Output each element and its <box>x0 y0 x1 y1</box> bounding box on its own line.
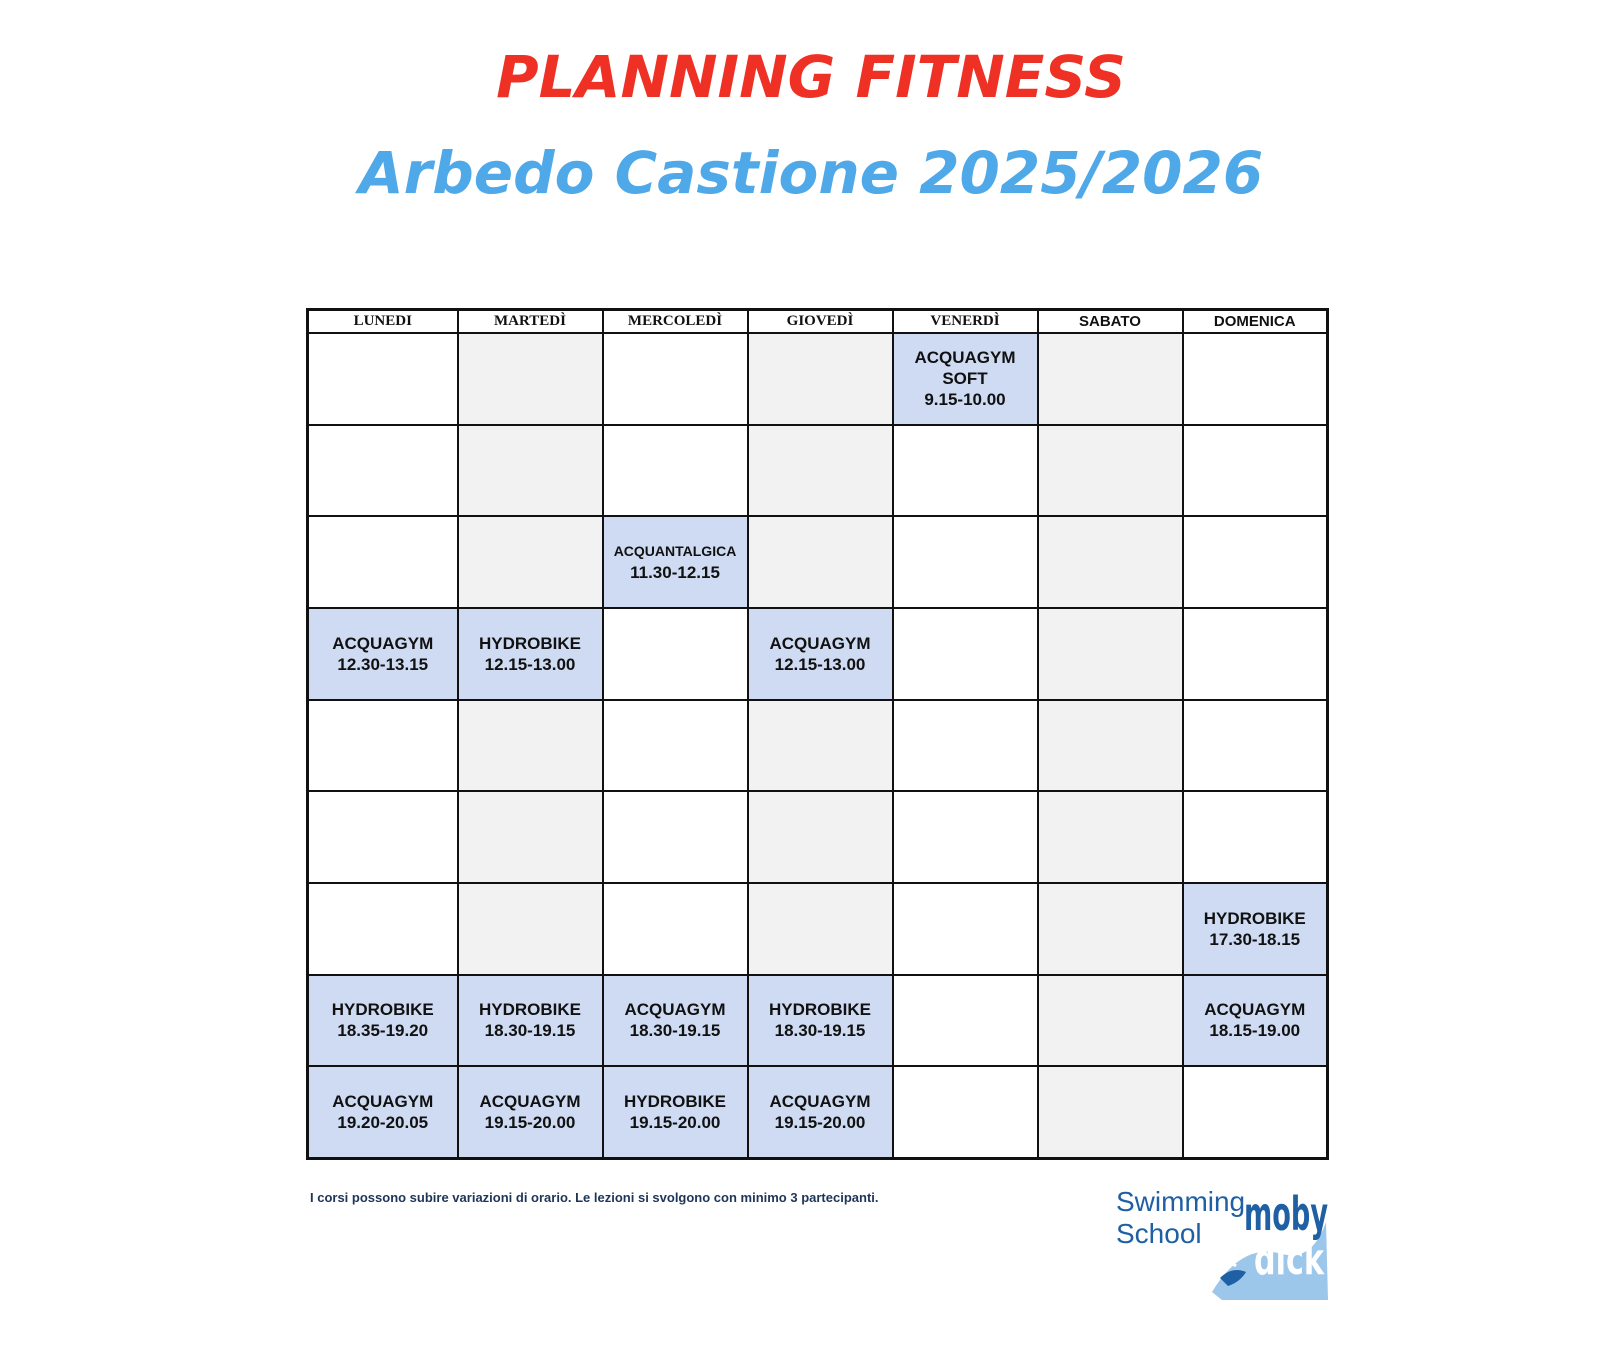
course-time: 19.20-20.05 <box>337 1113 429 1133</box>
page-subtitle: Arbedo Castione 2025/2026 <box>358 139 1264 207</box>
course-name: ACQUAGYM <box>1204 1000 1306 1020</box>
empty-cell <box>1183 516 1328 608</box>
empty-cell <box>458 333 603 425</box>
moby-dick-logo <box>1110 1182 1330 1300</box>
empty-cell <box>1183 1066 1328 1158</box>
empty-cell <box>893 1066 1038 1158</box>
empty-cell <box>308 791 458 883</box>
table-row <box>308 516 1328 608</box>
table-row <box>308 608 1328 700</box>
empty-cell <box>893 608 1038 700</box>
empty-cell <box>893 975 1038 1067</box>
whale-logo-icon <box>1202 1182 1330 1300</box>
empty-cell <box>1183 608 1328 700</box>
empty-cell <box>748 333 893 425</box>
empty-cell <box>748 700 893 792</box>
empty-cell <box>603 425 748 517</box>
course-time: 12.15-13.00 <box>484 654 576 674</box>
course-name: ACQUAGYM <box>332 1092 434 1112</box>
course-cell <box>748 1066 893 1158</box>
empty-cell <box>458 700 603 792</box>
course-name: HYDROBIKE <box>331 1000 434 1020</box>
course-name: ACQUAGYM <box>479 1092 581 1112</box>
empty-cell <box>1038 1066 1183 1158</box>
course-time: 17.30-18.15 <box>1209 929 1301 949</box>
empty-cell <box>308 516 458 608</box>
empty-cell <box>1038 516 1183 608</box>
logo-text-school: School <box>1116 1218 1202 1249</box>
table-row <box>308 1066 1328 1158</box>
course-cell <box>748 975 893 1067</box>
course-name: ACQUANTALGICA <box>613 543 737 560</box>
course-name: ACQUAGYM <box>624 1000 726 1020</box>
course-cell <box>1183 883 1328 975</box>
empty-cell <box>458 516 603 608</box>
course-cell <box>458 1066 603 1158</box>
table-row <box>308 883 1328 975</box>
empty-cell <box>308 700 458 792</box>
course-name: HYDROBIKE <box>623 1092 726 1112</box>
empty-cell <box>1183 791 1328 883</box>
empty-cell <box>893 791 1038 883</box>
empty-cell <box>748 883 893 975</box>
course-name: HYDROBIKE <box>768 1000 871 1020</box>
course-cell <box>308 975 458 1067</box>
course-cell <box>603 516 748 608</box>
empty-cell <box>458 425 603 517</box>
course-cell <box>893 333 1038 425</box>
empty-cell <box>1038 425 1183 517</box>
schedule-table <box>306 308 1329 1160</box>
course-time: 12.15-13.00 <box>774 654 866 674</box>
empty-cell <box>603 791 748 883</box>
day-header-giovedi: GIOVEDÌ <box>748 310 893 334</box>
course-cell <box>458 975 603 1067</box>
course-name: HYDROBIKE <box>478 1000 581 1020</box>
empty-cell <box>308 425 458 517</box>
empty-cell <box>893 883 1038 975</box>
empty-cell <box>308 883 458 975</box>
empty-cell <box>1038 975 1183 1067</box>
table-row <box>308 791 1328 883</box>
empty-cell <box>603 700 748 792</box>
empty-cell <box>893 700 1038 792</box>
course-time: 18.15-19.00 <box>1209 1021 1301 1041</box>
course-time: 18.35-19.20 <box>337 1021 429 1041</box>
empty-cell <box>1183 333 1328 425</box>
course-name: HYDROBIKE <box>478 633 581 653</box>
day-header-domenica: DOMENICA <box>1183 310 1328 334</box>
course-time: 19.15-20.00 <box>484 1113 576 1133</box>
day-header-lunedi: LUNEDI <box>308 310 458 334</box>
course-time: 19.15-20.00 <box>774 1113 866 1133</box>
course-time: 18.30-19.15 <box>774 1021 866 1041</box>
empty-cell <box>458 883 603 975</box>
empty-cell <box>1183 425 1328 517</box>
course-time: 12.30-13.15 <box>337 654 429 674</box>
empty-cell <box>1038 608 1183 700</box>
empty-cell <box>603 883 748 975</box>
empty-cell <box>1038 700 1183 792</box>
course-cell <box>603 975 748 1067</box>
empty-cell <box>603 333 748 425</box>
day-header-martedi: MARTEDÌ <box>458 310 603 334</box>
course-cell <box>748 608 893 700</box>
page-title: PLANNING FITNESS <box>496 43 1126 111</box>
course-cell <box>1183 975 1328 1067</box>
empty-cell <box>748 516 893 608</box>
empty-cell <box>603 608 748 700</box>
logo-brand-top: moby <box>1244 1187 1329 1241</box>
course-cell <box>308 1066 458 1158</box>
day-header-venerdi: VENERDÌ <box>893 310 1038 334</box>
empty-cell <box>748 791 893 883</box>
day-header-sabato: SABATO <box>1038 310 1183 334</box>
course-time: 18.30-19.15 <box>484 1021 576 1041</box>
course-cell <box>603 1066 748 1158</box>
table-row <box>308 700 1328 792</box>
course-name: HYDROBIKE <box>1203 908 1306 928</box>
course-time: 9.15-10.00 <box>924 390 1006 410</box>
course-time: 18.30-19.15 <box>629 1021 721 1041</box>
empty-cell <box>1038 333 1183 425</box>
course-name: ACQUAGYM <box>769 633 871 653</box>
logo-brand-bottom: dick <box>1254 1234 1326 1285</box>
empty-cell <box>893 425 1038 517</box>
course-cell <box>308 608 458 700</box>
course-name: ACQUAGYM SOFT <box>914 348 1016 389</box>
empty-cell <box>1038 791 1183 883</box>
table-header-row <box>308 310 1328 334</box>
empty-cell <box>748 425 893 517</box>
course-time: 19.15-20.00 <box>629 1113 721 1133</box>
footnote: I corsi possono subire variazioni di orario. Le lezioni si svolgono con minimo 3 partecipanti. <box>310 1190 879 1205</box>
empty-cell <box>308 333 458 425</box>
table-row <box>308 975 1328 1067</box>
empty-cell <box>1038 883 1183 975</box>
course-cell <box>458 608 603 700</box>
empty-cell <box>1183 700 1328 792</box>
logo-text-swimming: Swimming <box>1116 1186 1246 1217</box>
empty-cell <box>893 516 1038 608</box>
empty-cell <box>458 791 603 883</box>
day-header-mercoledi: MERCOLEDÌ <box>603 310 748 334</box>
table-row <box>308 425 1328 517</box>
course-name: ACQUAGYM <box>769 1092 871 1112</box>
table-row <box>308 333 1328 425</box>
course-time: 11.30-12.15 <box>630 563 720 583</box>
course-name: ACQUAGYM <box>332 633 434 653</box>
